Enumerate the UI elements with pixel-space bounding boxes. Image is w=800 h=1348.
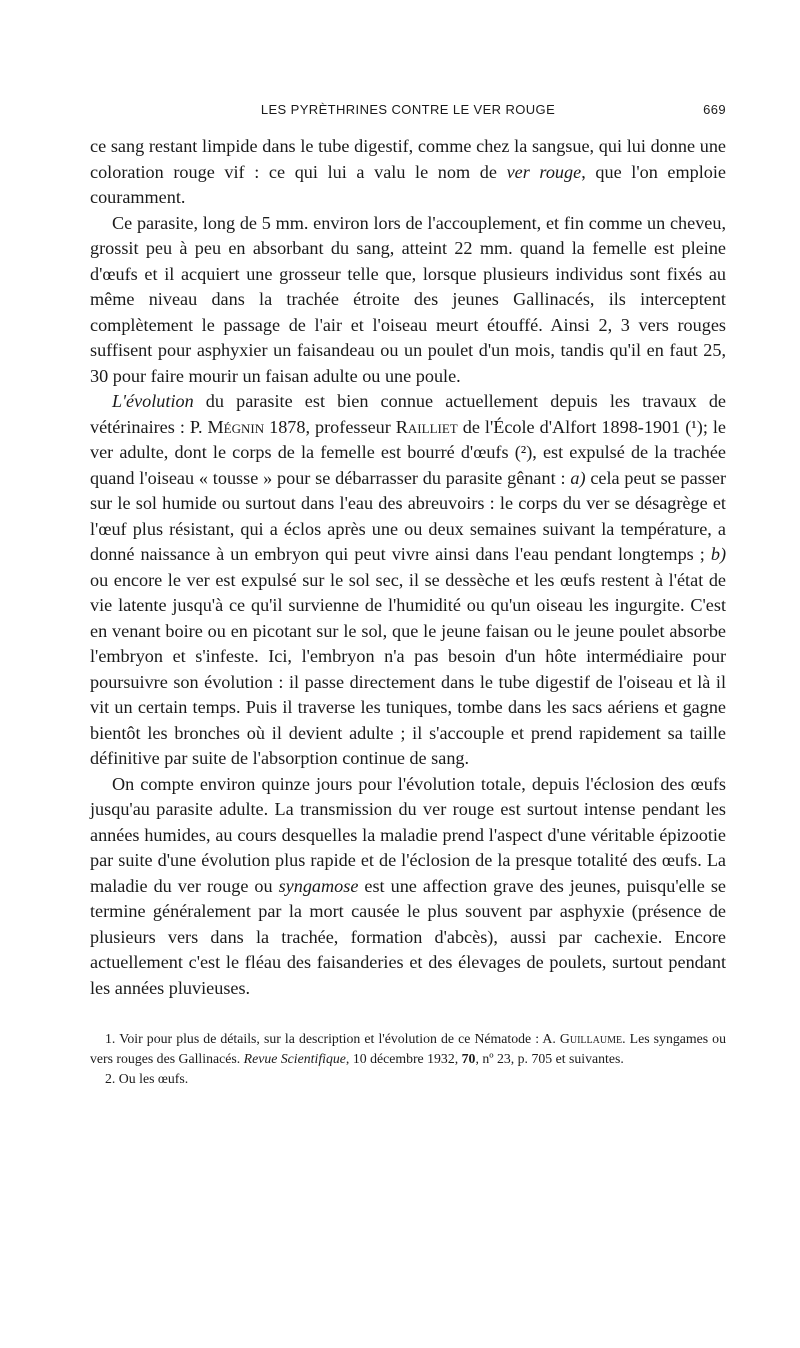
- author-railliet: Railliet: [395, 416, 458, 437]
- page-number: 669: [703, 102, 726, 117]
- ver-rouge-term: ver rouge: [506, 161, 582, 182]
- evolution-term: L'évolution: [112, 391, 194, 411]
- paragraph-3-text-b: 1878, professeur: [264, 416, 396, 437]
- syngamose-term: syngamose: [278, 875, 359, 896]
- paragraph-4-text-a: On compte environ quinze jours pour l'évolution totale, depuis l'éclosion des œufs jusqu'au parasite adulte. La transmission du ver rouge est surtout intense pendant les années humides, au cours desquelles la maladie prend l'aspect d'une véritable épizootie par suite d'une évolution plus rapide et de l'éclosion de la presque totalité des œufs. La maladie du ver rouge ou: [90, 773, 726, 896]
- paragraph-3-text-c: de l'École d'Alfort 1898-1901: [457, 416, 686, 437]
- paragraph-3-text-a: du parasite est bien connue actuellement depuis les travaux de vétérinaires : P.: [90, 391, 726, 437]
- paragraph-3-text-f: cela peut se passer sur le sol humide ou surtout dans l'eau des abreuvoirs : le corps du ver se désagrège et l'œuf plus résistant, qui a éclos après une ou deux semaines suivant la température, a donné naissance à un embryon qui peut vivre ainsi dans l'eau pendant longtemps ;: [90, 467, 726, 564]
- document-page: [90, 100, 726, 1089]
- paragraph-3-text-g: ou encore le ver est expulsé sur le sol sec, il se dessèche et les œufs restent à l'état de vie latente jusqu'à ce qu'il survienne de l'humidité ou qu'un oiseau les ingurgite. C'est en venant boire ou en picotant sur le sol, que le jeune faisan ou le jeune poulet absorbe l'embryon et s'infeste. Ici, l'embryon n'a pas besoin d'un hôte intermédiaire pour poursuivre son évolution : il passe directement dans le tube digestif de l'oiseau et là il vit un certain temps. Puis il traverse les tuniques, tombe dans les sacs aériens et gagne bientôt les bronches où il devient adulte ; il s'accouple et prend rapidement sa taille définitive par suite de l'absorption continue de sang.: [90, 569, 726, 768]
- paragraph-2: Ce parasite, long de 5 mm. environ lors de l'accouplement, et fin comme un cheveu, grossit peu à peu en absorbant du sang, atteint 22 mm. quand la femelle est pleine d'œufs et il acquiert une grosseur telle que, lorsque plusieurs individus sont fixés au même niveau dans la trachée étroite des jeunes Gallinacés, ils interceptent complètement le passage de l'air et l'oiseau meurt étouffé. Ainsi 2, 3 vers rouges suffisent pour asphyxier un faisandeau ou un poulet d'un mois, tandis qu'il en faut 25, 30 pour faire mourir un faisan adulte ou une poule.: [90, 212, 726, 386]
- footnote-1: [90, 1029, 726, 1069]
- footnote-1-text-c: , 10 décembre 1932,: [345, 1051, 462, 1066]
- running-title: LES PYRÈTHRINES CONTRE LE VER ROUGE: [260, 102, 556, 117]
- footnote-ref-2[interactable]: (²): [514, 442, 533, 462]
- list-label-a: a): [570, 467, 586, 488]
- footnote-ref-1[interactable]: (¹): [685, 416, 703, 437]
- list-label-b: b): [710, 544, 726, 564]
- body-text: [90, 134, 726, 1001]
- footnote-1-text-a: 1. Voir pour plus de détails, sur la description et l'évolution de ce Nématode : A.: [105, 1031, 560, 1046]
- footnote-1-volume: 70: [461, 1051, 476, 1066]
- author-megnin: Mégnin: [207, 416, 265, 437]
- paragraph-3-text-d: ; le ver adulte, dont le corps de la femelle est bourré d'œufs: [90, 416, 726, 462]
- paragraph-3-text-e: , est expulsé de la trachée quand l'oiseau « tousse » pour se débarrasser du parasite gênant :: [90, 442, 726, 488]
- footnote-2: 2. Ou les œufs.: [105, 1071, 189, 1086]
- footnote-1-text-d: , nº 23, p. 705 et suivantes.: [475, 1051, 624, 1066]
- paragraph-3: [90, 389, 726, 772]
- footnote-1-journal: Revue Scientifique: [243, 1051, 346, 1066]
- paragraph-1-text-a: ce sang restant limpide dans le tube digestif, comme chez la sangsue, qui lui donne une coloration rouge vif : ce qui lui a valu le nom de: [90, 136, 726, 182]
- paragraph-4: [90, 772, 726, 1002]
- paragraph-1: [90, 134, 726, 211]
- footnotes: [90, 1029, 726, 1089]
- footnote-1-author: Guillaume: [559, 1031, 623, 1046]
- running-header: [90, 100, 726, 124]
- paragraph-4-text-b: est une affection grave des jeunes, puisqu'elle se termine généralement par la mort causée le plus souvent par asphyxie (présence de plusieurs vers dans la trachée, formation d'abcès), aussi par cachexie. Encore actuellement c'est le fléau des faisanderies et des élevages de poulets, surtout pendant les années pluvieuses.: [90, 875, 727, 998]
- footnote-1-text-b: . Les syngames ou vers rouges des Gallinacés.: [90, 1031, 726, 1066]
- paragraph-1-text-b: , que l'on emploie couramment.: [90, 161, 727, 207]
